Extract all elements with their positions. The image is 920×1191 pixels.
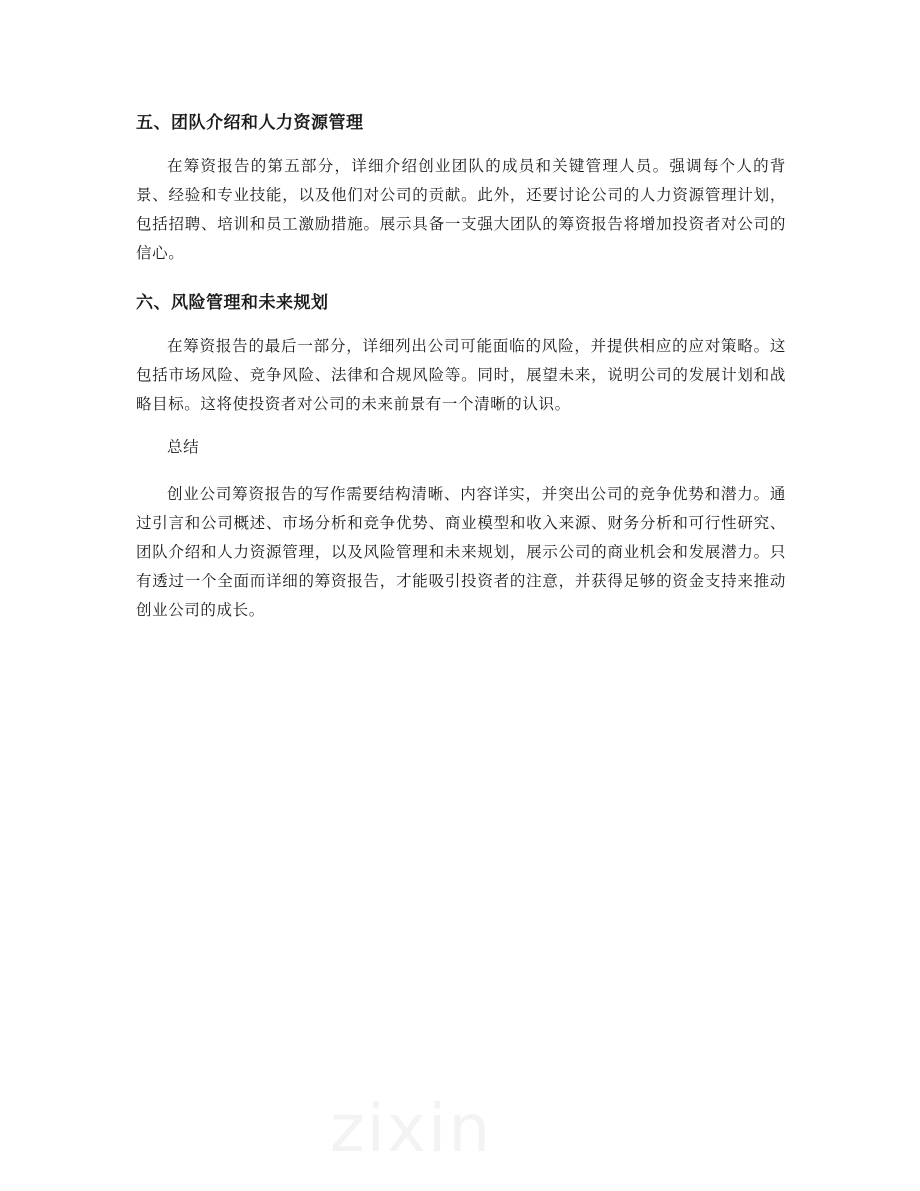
section-paragraph-risk: 在筹资报告的最后一部分，详细列出公司可能面临的风险，并提供相应的应对策略。这包括市场风险、竞争风险、法律和合规风险等。同时，展望未来，说明公司的发展计划和战略目标。这将使投资者对公司的未来前景有一个清晰的认识。 bbox=[136, 337, 786, 413]
document-body bbox=[136, 106, 786, 639]
summary-label: 总结 bbox=[167, 438, 200, 456]
section-heading-risk: 六、风险管理和未来规划 bbox=[136, 293, 329, 313]
summary-paragraph: 创业公司筹资报告的写作需要结构清晰、内容详实，并突出公司的竞争优势和潜力。通过引言和公司概述、市场分析和竞争优势、商业模型和收入来源、财务分析和可行性研究、团队介绍和人力资源管理，以及风险管理和未来规划，展示公司的商业机会和发展潜力。只有透过一个全面而详细的筹资报告，才能吸引投资者的注意，并获得足够的资金支持来推动创业公司的成长。 bbox=[136, 485, 786, 619]
section-heading-team: 五、团队介绍和人力资源管理 bbox=[136, 113, 364, 133]
watermark-logo: zixin bbox=[330, 1090, 493, 1167]
section-paragraph-team: 在筹资报告的第五部分，详细介绍创业团队的成员和关键管理人员。强调每个人的背景、经验和专业技能，以及他们对公司的贡献。此外，还要讨论公司的人力资源管理计划，包括招聘、培训和员工激励措施。展示具备一支强大团队的筹资报告将增加投资者对公司的信心。 bbox=[136, 157, 786, 262]
